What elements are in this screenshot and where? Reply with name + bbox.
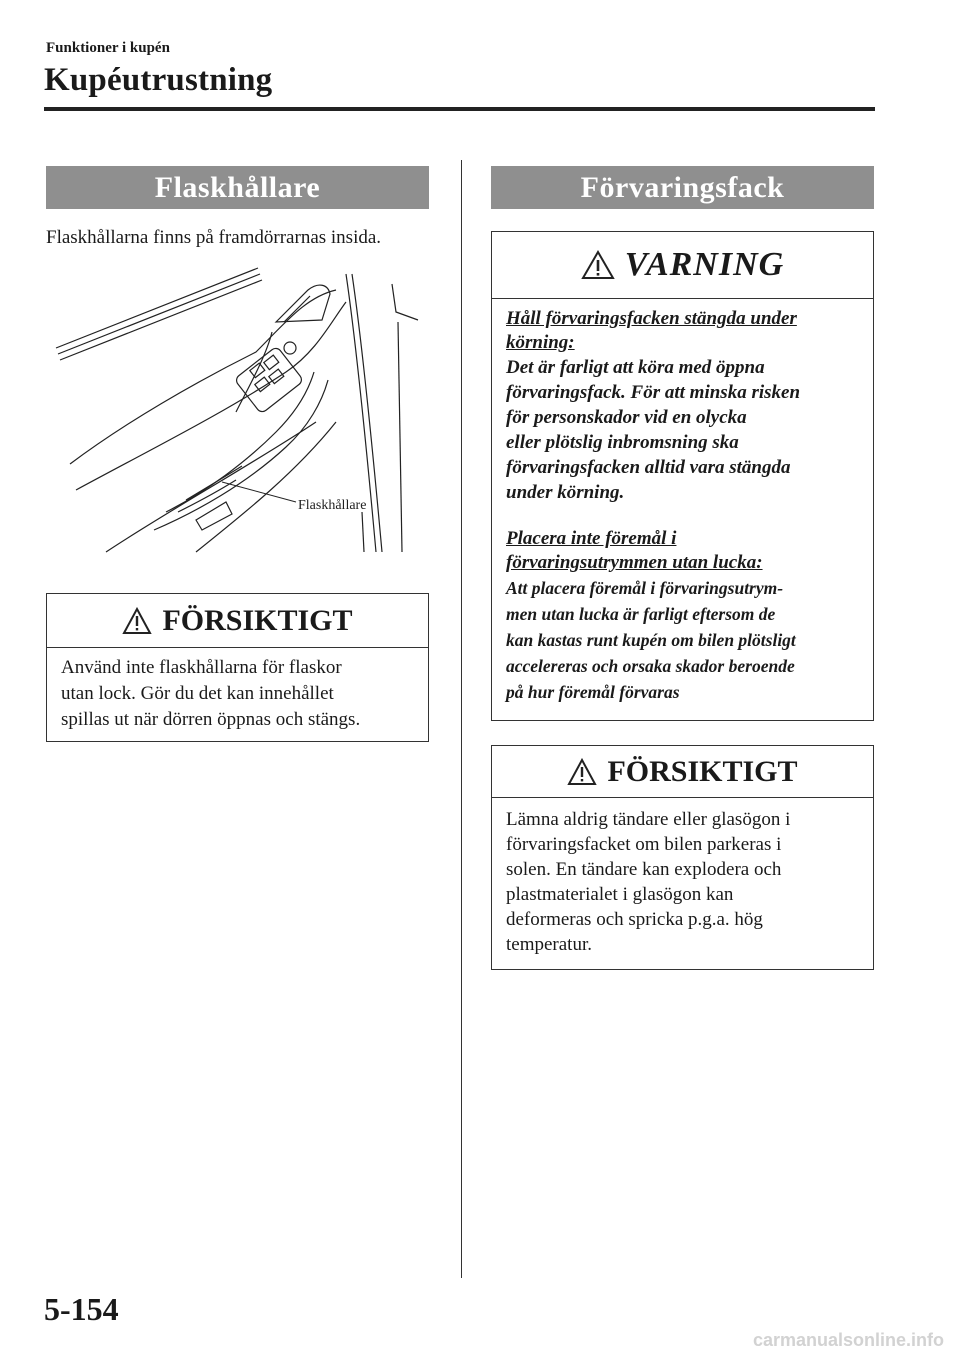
warning-line: för personskador vid en olycka [506, 407, 747, 428]
caution-box-bottle-holder [46, 593, 429, 742]
warning-line: Det är farligt att köra med öppna [506, 357, 765, 378]
caution-line: temperatur. [506, 934, 592, 955]
warning-line: förvaringsfack. För att minska risken [506, 382, 801, 403]
warning-line: kan kastas runt kupén om bilen plötsligt [506, 630, 796, 650]
page-title: Kupéutrustning [44, 62, 273, 98]
caution-line: solen. En tändare kan explodera och [506, 859, 782, 880]
warning-title: VARNING [624, 246, 785, 283]
warning-line: på hur föremål förvaras [506, 682, 680, 702]
caution-header [47, 594, 428, 648]
title-rule [44, 107, 875, 111]
caution-line: Använd inte flaskhållarna för flaskor [61, 657, 342, 678]
warning-line: förvaringsfacken alltid vara stängda [506, 457, 791, 478]
page-number: 5-154 [44, 1291, 119, 1327]
caution-line: plastmaterialet i glasögon kan [506, 884, 734, 905]
warning-subheading: Håll förvaringsfacken stängda under [506, 308, 797, 329]
caution-box-storage [491, 745, 874, 970]
warning-triangle-icon [581, 250, 615, 280]
warning-line: men utan lucka är farligt eftersom de [506, 604, 776, 624]
intro-text: Flaskhållarna finns på framdörrarnas insida. [46, 227, 382, 248]
column-divider [461, 160, 462, 1278]
heading-storage-compartment: Förvaringsfack [491, 166, 874, 209]
warning-header [492, 232, 873, 299]
figure-callout: Flaskhållare [298, 498, 367, 513]
caution-title: FÖRSIKTIGT [607, 754, 798, 788]
heading-bottle-holder: Flaskhållare [46, 166, 429, 209]
warning-line: eller plötslig inbromsning ska [506, 432, 739, 453]
caution-line: utan lock. Gör du det kan innehållet [61, 683, 334, 704]
caution-line: förvaringsfacket om bilen parkeras i [506, 834, 782, 855]
warning-subheading: förvaringsutrymmen utan lucka: [506, 552, 763, 573]
warning-triangle-icon [122, 607, 152, 635]
warning-triangle-icon [567, 758, 597, 786]
section-label: Funktioner i kupén [46, 40, 170, 56]
warning-line: Att placera föremål i förvaringsutrym- [506, 578, 784, 598]
watermark: carmanualsonline.info [752, 1330, 944, 1350]
warning-line: under körning. [506, 482, 625, 503]
warning-line: accelereras och orsaka skador beroende [506, 656, 795, 676]
door-illustration [46, 262, 429, 557]
caution-title: FÖRSIKTIGT [162, 603, 353, 637]
caution-header [492, 746, 873, 798]
caution-line: deformeras och spricka p.g.a. hög [506, 909, 763, 930]
caution-line: Lämna aldrig tändare eller glasögon i [506, 809, 791, 830]
warning-subheading: körning: [506, 332, 575, 353]
warning-box-storage [491, 231, 874, 721]
warning-subheading: Placera inte föremål i [506, 528, 677, 549]
caution-line: spillas ut när dörren öppnas och stängs. [61, 709, 361, 730]
